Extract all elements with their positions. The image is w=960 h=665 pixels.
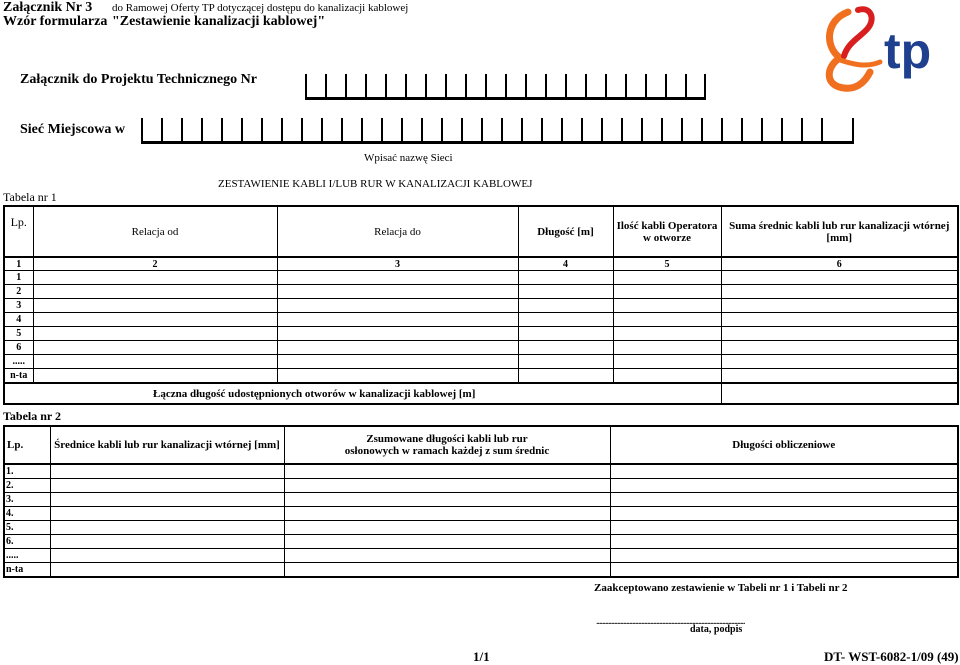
table-row [4,313,958,327]
t1-cell[interactable] [721,341,958,355]
t1-row-lp: 1 [4,271,33,285]
attachment-number: Załącznik Nr 3 [3,0,93,15]
t2-cell[interactable] [284,563,610,578]
t2-cell[interactable] [610,563,958,578]
t1-col-length: Długość [m] [518,206,613,257]
t2-cell[interactable] [284,507,610,521]
t2-cell[interactable] [610,535,958,549]
t1-cell[interactable] [33,355,277,369]
t2-cell[interactable] [284,464,610,479]
t1-cell[interactable] [613,313,721,327]
t1-cell[interactable] [33,341,277,355]
t2-cell[interactable] [610,521,958,535]
t1-cell[interactable] [613,327,721,341]
t2-cell[interactable] [610,464,958,479]
t2-cell[interactable] [50,464,284,479]
t2-row-lp: 4. [4,507,50,521]
t1-row-lp: 6 [4,341,33,355]
table-row [4,535,958,549]
table-row [4,464,958,479]
t1-cell[interactable] [721,271,958,285]
t2-cell[interactable] [284,479,610,493]
t1-colnum: 4 [518,257,613,271]
t1-cell[interactable] [518,327,613,341]
t1-col-to: Relacja do [277,206,518,257]
t2-row-lp: n-ta [4,563,50,578]
network-name-boxes[interactable] [141,118,854,144]
t2-row-lp: 3. [4,493,50,507]
t1-colnum: 5 [613,257,721,271]
t1-cell[interactable] [518,299,613,313]
t1-row-lp: 4 [4,313,33,327]
t2-row-lp: ..... [4,549,50,563]
t1-cell[interactable] [721,299,958,313]
date-signature-label: data, podpis [690,624,743,635]
offer-line: do Ramowej Oferty TP dotyczącej dostępu do kanalizacji kablowej [112,2,409,14]
network-hint: Wpisać nazwę Sieci [364,152,453,164]
t1-cell[interactable] [33,299,277,313]
t1-row-lp: 3 [4,299,33,313]
table-row [4,327,958,341]
t1-cell[interactable] [721,313,958,327]
table-row [4,549,958,563]
document-code: DT- WST-6082-1/09 (49) [824,649,959,664]
table-row [4,493,958,507]
t2-cell[interactable] [610,549,958,563]
t2-col-lp: Lp. [4,426,50,464]
table2 [3,425,959,578]
t1-cell[interactable] [518,285,613,299]
t1-cell[interactable] [277,355,518,369]
t2-cell[interactable] [284,493,610,507]
form-template-label: Wzór formularza [3,14,108,29]
t1-cell[interactable] [721,285,958,299]
t2-row-lp: 5. [4,521,50,535]
t1-cell[interactable] [33,327,277,341]
t2-cell[interactable] [50,549,284,563]
table1-title: ZESTAWIENIE KABLI I/LUB RUR W KANALIZACJI KABLOWEJ [218,178,533,190]
t2-col-calc-lengths: Długości obliczeniowe [610,426,958,464]
table1-label: Tabela nr 1 [3,190,57,204]
t1-col-from: Relacja od [33,206,277,257]
t1-col-lp: Lp. [4,206,33,257]
t1-cell[interactable] [613,355,721,369]
t1-cell[interactable] [721,369,958,384]
t1-cell[interactable] [518,313,613,327]
t1-cell[interactable] [277,313,518,327]
t1-sum-value[interactable] [721,383,958,404]
t1-cell[interactable] [518,271,613,285]
t2-col-diameters: Średnice kabli lub rur kanalizacji wtórnej [mm] [50,426,284,464]
t1-sum-label: Łączna długość udostępnionych otworów w kanalizacji kablowej [m] [33,383,721,404]
t1-col-cable-count: Ilość kabli Operatora w otworze [613,206,721,257]
t2-cell[interactable] [50,521,284,535]
t2-cell[interactable] [284,549,610,563]
t1-cell[interactable] [277,341,518,355]
form-title: "Zestawienie kanalizacji kablowej" [112,14,326,29]
table-row [4,341,958,355]
t1-col-diameter-sum: Suma średnic kabli lub rur kanalizacji wtórnej [mm] [721,206,958,257]
t1-row-lp: ..... [4,355,33,369]
t2-cell[interactable] [284,521,610,535]
t1-cell[interactable] [277,327,518,341]
table-row [4,479,958,493]
t1-row-lp: n-ta [4,369,33,384]
t1-cell[interactable] [518,369,613,384]
t1-cell[interactable] [721,327,958,341]
t2-cell[interactable] [50,479,284,493]
t2-cell[interactable] [50,535,284,549]
table-row [4,507,958,521]
t1-cell[interactable] [277,299,518,313]
t1-cell[interactable] [277,271,518,285]
t1-row-lp: 2 [4,285,33,299]
t1-cell[interactable] [33,313,277,327]
t2-row-lp: 1. [4,464,50,479]
t1-row-lp: 5 [4,327,33,341]
t1-colnum: 6 [721,257,958,271]
t1-cell[interactable] [33,369,277,384]
t1-cell[interactable] [33,271,277,285]
t1-cell[interactable] [33,285,277,299]
logo-text: tp [884,23,932,79]
table-row [4,271,958,285]
table-row [4,285,958,299]
table-row [4,299,958,313]
t2-cell[interactable] [50,493,284,507]
network-label: Sieć Miejscowa w [20,122,125,137]
t1-cell[interactable] [613,341,721,355]
table-row [4,521,958,535]
project-number-label: Załącznik do Projektu Technicznego Nr [20,72,257,87]
t2-cell[interactable] [610,507,958,521]
t1-cell[interactable] [518,355,613,369]
table-row [4,563,958,578]
t1-cell[interactable] [277,285,518,299]
t1-cell[interactable] [721,355,958,369]
t2-cell[interactable] [284,535,610,549]
t1-cell[interactable] [613,271,721,285]
t1-cell[interactable] [277,369,518,384]
t2-row-lp: 2. [4,479,50,493]
t1-cell[interactable] [613,369,721,384]
table1 [3,205,959,405]
project-number-boxes[interactable] [305,74,706,100]
t2-cell[interactable] [50,563,284,578]
tp-logo [818,2,960,92]
t1-cell[interactable] [613,285,721,299]
table-row [4,355,958,369]
t1-colnum: 1 [4,257,33,271]
t1-colnum: 2 [33,257,277,271]
signature-line[interactable]: ................................................................................................... [596,616,745,627]
page-number: 1/1 [473,649,490,664]
t1-colnum: 3 [277,257,518,271]
acceptance-text: Zaakceptowano zestawienie w Tabeli nr 1 i Tabeli nr 2 [594,582,848,594]
t2-cell[interactable] [610,479,958,493]
t2-cell[interactable] [50,507,284,521]
t1-cell[interactable] [613,299,721,313]
table2-label: Tabela nr 2 [3,409,62,423]
t2-col-summed-lengths: Zsumowane długości kabli lub rur osłonowych w ramach każdej z sum średnic [284,426,610,464]
t1-cell[interactable] [518,341,613,355]
t2-cell[interactable] [610,493,958,507]
table-row [4,369,958,384]
t2-row-lp: 6. [4,535,50,549]
